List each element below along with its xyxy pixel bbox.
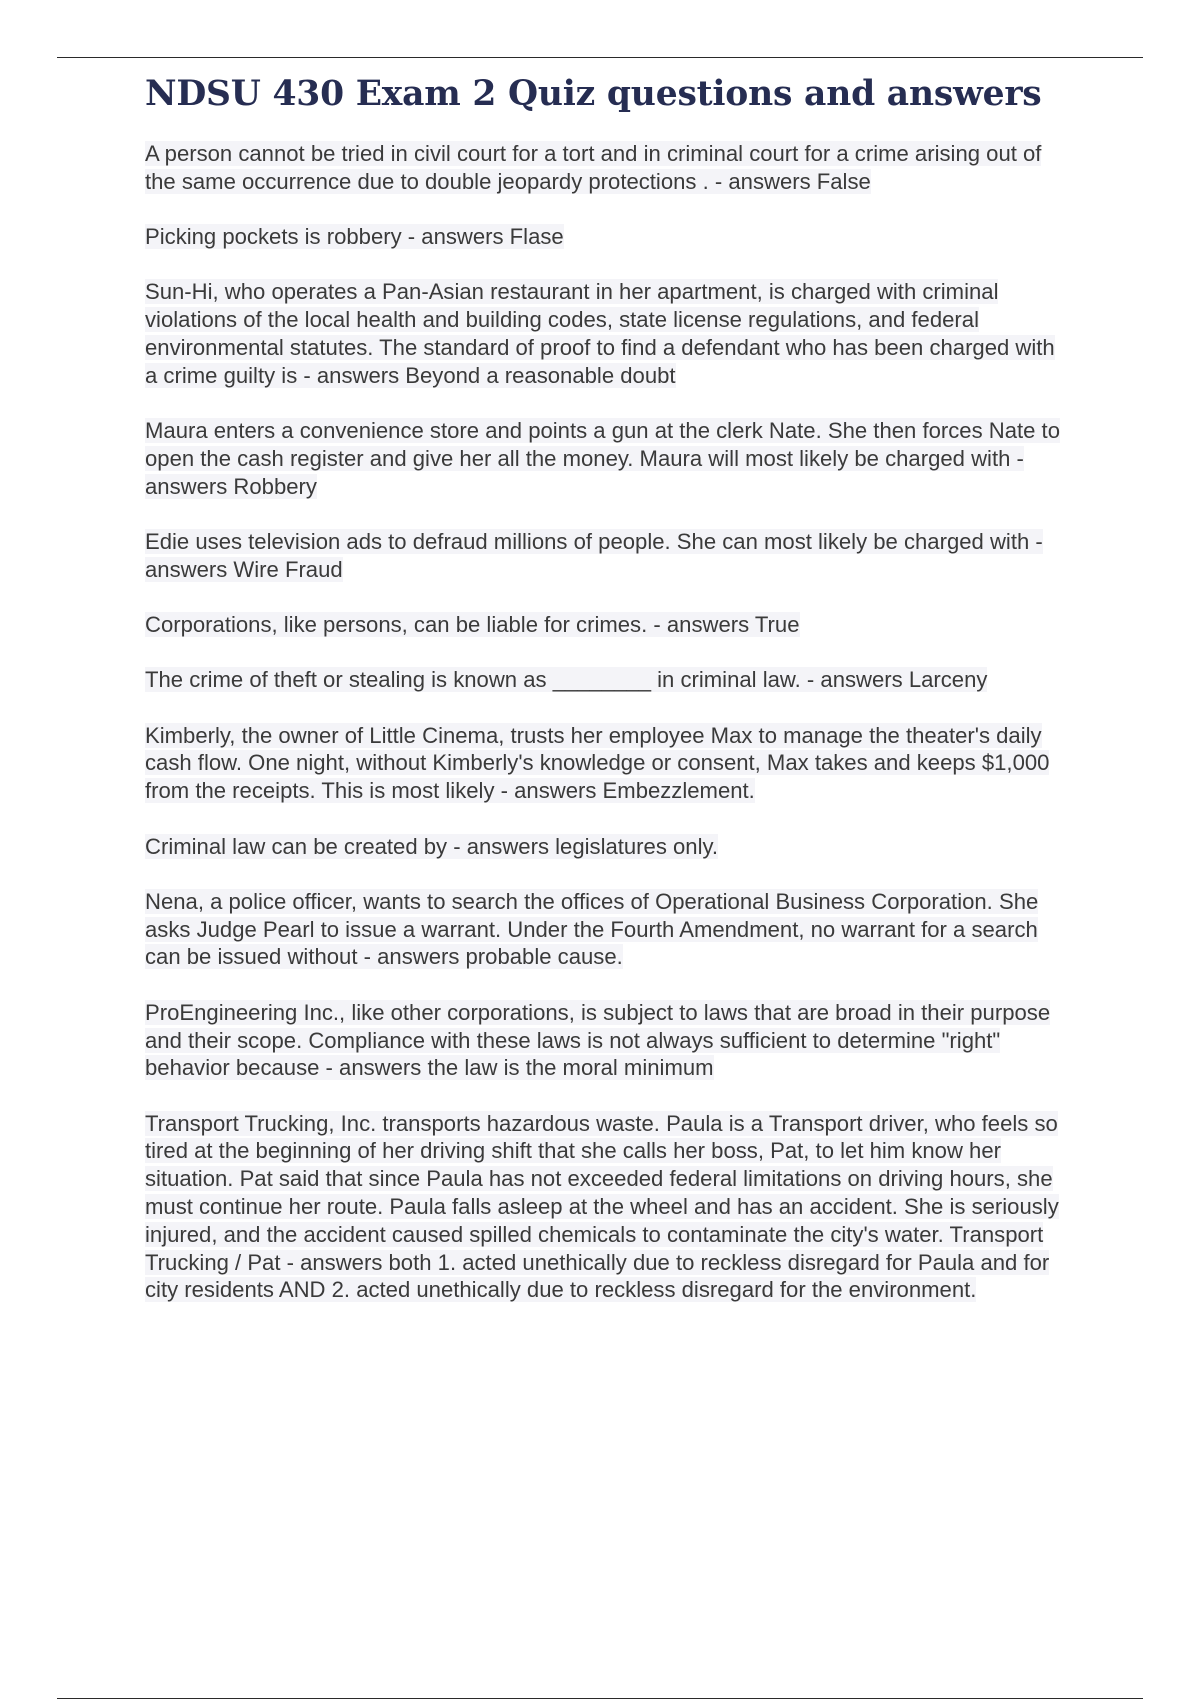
qa-text: Kimberly, the owner of Little Cinema, trusts her employee Max to manage the theater's daily cash flow. One night, without Kimberly's knowledge or consent, Max takes and keeps $1,000 from the receipts. This is most likely - answers Embezzlement. — [145, 722, 1050, 804]
qa-text: Maura enters a convenience store and points a gun at the clerk Nate. She then forces Nate to open the cash register and give her all the money. Maura will most likely be charged with - answers Robbery — [145, 418, 1060, 499]
document-title: NDSU 430 Exam 2 Quiz questions and answers — [145, 74, 1042, 114]
qa-text: A person cannot be tried in civil court for a tort and in criminal court for a crime arising out of the same occurrence due to double jeopardy protections . - answers False — [145, 141, 1042, 194]
top-rule — [57, 57, 1143, 58]
qa-item — [145, 528, 1065, 584]
document-page — [145, 70, 1065, 1332]
qa-item — [145, 999, 1065, 1082]
qa-text: Sun-Hi, who operates a Pan-Asian restaurant in her apartment, is charged with criminal violations of the local health and building codes, state license regulations, and federal environmental statutes. The standard of proof to find a defendant who has been charged with a crime guilty is - answers Beyond a reasonable doubt — [145, 279, 1055, 388]
qa-item — [145, 722, 1065, 805]
qa-item — [145, 611, 1065, 639]
qa-item — [145, 666, 1065, 694]
qa-item — [145, 888, 1065, 971]
qa-text: ProEngineering Inc., like other corporations, is subject to laws that are broad in their purpose and their scope. Compliance with these laws is not always sufficient to determine "right" behavior because - answers the law is the moral minimum — [145, 999, 1051, 1081]
qa-item — [145, 1110, 1065, 1305]
qa-item — [145, 223, 1065, 251]
qa-text: Nena, a police officer, wants to search the offices of Operational Business Corporation. She asks Judge Pearl to issue a warrant. Under the Fourth Amendment, no warrant for a search can be issued without - answers probable cause. — [145, 888, 1039, 970]
bottom-rule — [57, 1698, 1143, 1699]
qa-text: The crime of theft or stealing is known as ________ in criminal law. - answers Larceny — [145, 667, 988, 693]
qa-text: Criminal law can be created by - answers legislatures only. — [145, 833, 719, 859]
qa-text: Transport Trucking, Inc. transports hazardous waste. Paula is a Transport driver, who feels so tired at the beginning of her driving shift that she calls her boss, Pat, to let him know her situation. Pat said that since Paula has not exceeded federal limitations on driving hours, she must continue her route. Paula falls asleep at the wheel and has an accident. She is seriously injured, and the accident caused spilled chemicals to contaminate the city's water. Transport Trucking / Pat - answers both 1. acted unethically due to reckless disregard for Paula and for city residents AND 2. acted unethically due to reckless disregard for the environment. — [145, 1110, 1059, 1303]
qa-item — [145, 417, 1065, 500]
qa-text: Picking pockets is robbery - answers Flase — [145, 224, 564, 250]
qa-item — [145, 833, 1065, 861]
qa-item — [145, 140, 1065, 196]
qa-text: Edie uses television ads to defraud millions of people. She can most likely be charged with - answers Wire Fraud — [145, 528, 1043, 582]
qa-text: Corporations, like persons, can be liable for crimes. - answers True — [145, 612, 800, 638]
qa-item — [145, 278, 1065, 389]
qa-list — [145, 140, 1065, 1304]
